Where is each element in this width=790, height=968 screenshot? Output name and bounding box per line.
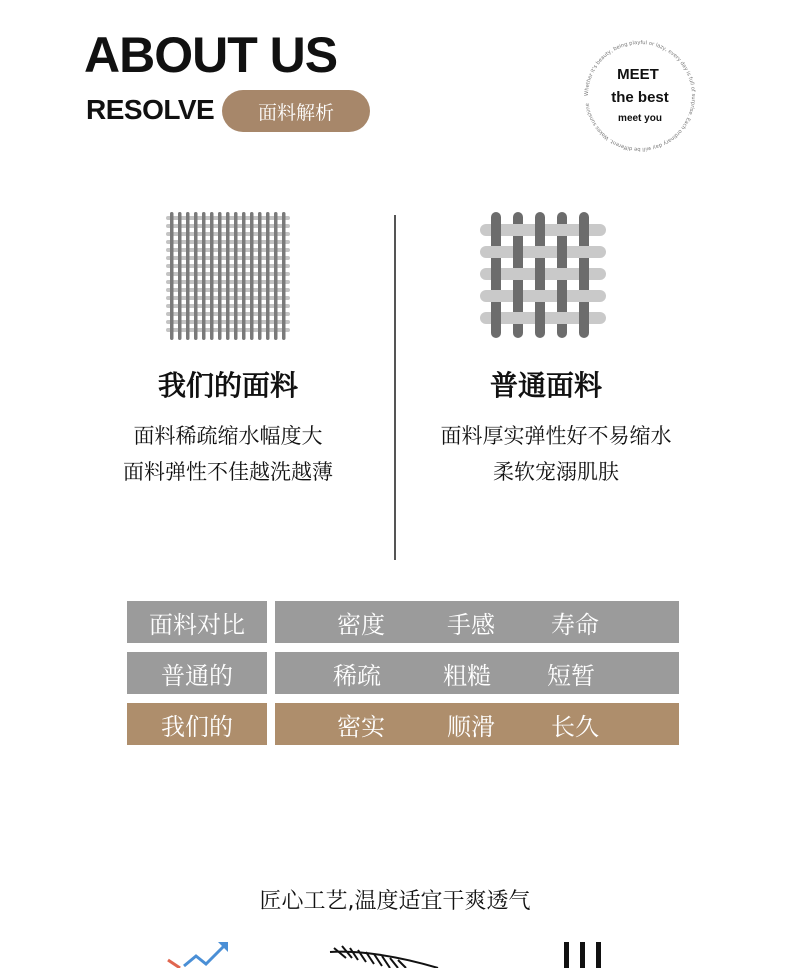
right-line-2: 柔软宠溺肌肤	[493, 460, 619, 484]
table-cell: 手感	[447, 610, 495, 639]
table-row	[275, 703, 679, 745]
left-line-1: 面料稀疏缩水幅度大	[133, 424, 323, 448]
table-row	[275, 601, 679, 643]
table-row-label: 面料对比	[127, 601, 267, 643]
right-column-title: 普通面料	[489, 369, 602, 402]
table-cell: 短暂	[547, 661, 595, 690]
dense-fabric-icon	[164, 212, 292, 340]
growth-chart-icon	[166, 938, 230, 968]
table-row-label: 我们的	[127, 703, 267, 745]
badge-line-3: meet you	[618, 113, 662, 124]
table-cell: 顺滑	[447, 712, 495, 741]
right-line-1: 面料厚实弹性好不易缩水	[440, 424, 672, 448]
vertical-lines-icon	[560, 940, 606, 968]
left-column-title: 我们的面料	[157, 369, 298, 402]
page-title: ABOUT US	[84, 27, 338, 83]
table-row-label: 普通的	[127, 652, 267, 694]
table-cell: 稀疏	[333, 661, 381, 690]
plain-weave-fabric-icon	[478, 210, 608, 340]
table-cell: 密实	[337, 712, 385, 741]
page-subtitle: RESOLVE	[86, 94, 215, 125]
badge-line-2: the best	[611, 89, 669, 106]
left-line-2: 面料弹性不佳越洗越薄	[123, 460, 333, 484]
left-column-text	[88, 418, 368, 490]
table-cell: 粗糙	[443, 661, 491, 690]
badge-ring-text: Whether it's beauty, being playful or lazy, every day is full of surprise. Each ordinary day will be different. Wakes sunshine	[583, 39, 697, 153]
feather-icon	[328, 944, 440, 968]
badge-line-1: MEET	[617, 66, 659, 83]
footer-caption: 匠心工艺,温度适宜干爽透气	[259, 889, 531, 914]
section-pill: 面料解析	[222, 90, 370, 132]
column-divider	[394, 215, 396, 560]
table-cell: 密度	[337, 610, 385, 639]
table-cell: 寿命	[551, 610, 599, 639]
table-cell: 长久	[551, 712, 599, 741]
right-column-text	[406, 418, 706, 490]
table-row	[275, 652, 679, 694]
meet-badge	[580, 36, 700, 156]
